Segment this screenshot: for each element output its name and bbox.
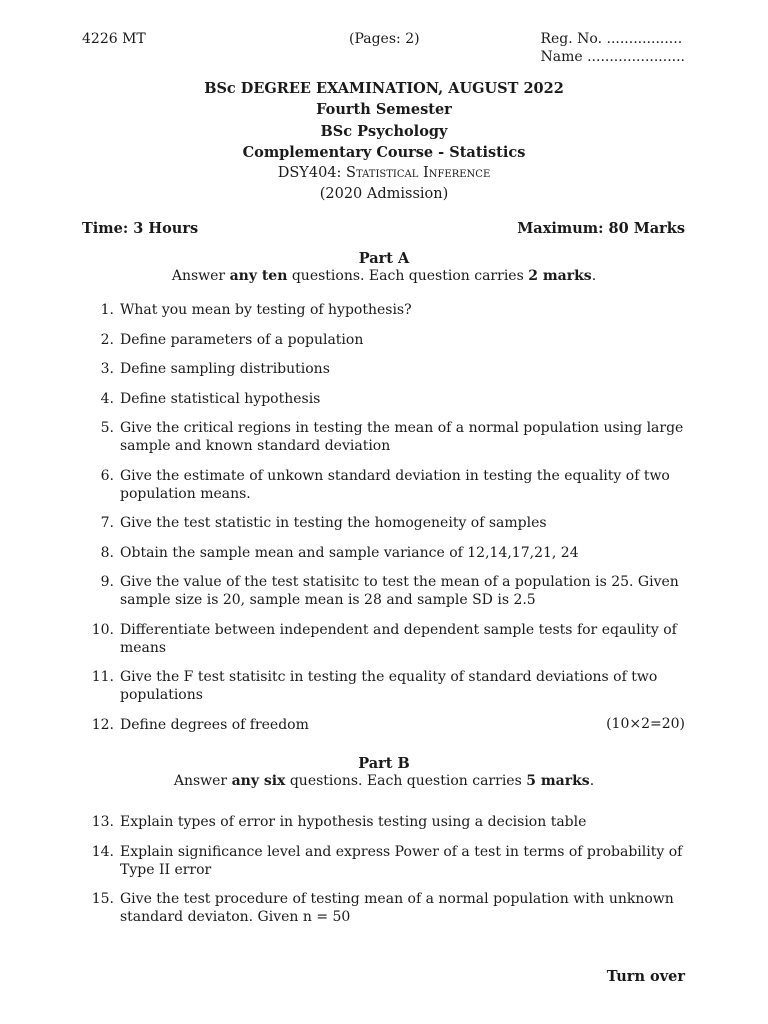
question-text: Give the value of the test statisitc to test the mean of a population is 25. Given sample size is 20, sample mean is 28 and sample SD is 2.5 — [120, 574, 679, 608]
course-title: Complementary Course - Statistics — [242, 143, 526, 161]
part-b-questions — [82, 813, 686, 938]
instr-text: . — [589, 773, 595, 789]
instr-emphasis: 2 marks — [528, 268, 592, 284]
page-count: (Pages: 2) — [349, 31, 420, 47]
part-a-title: Part A — [358, 250, 410, 267]
question-number: 9. — [100, 574, 114, 590]
paper-name: Statistical Inference — [346, 165, 491, 182]
question-item — [82, 467, 686, 503]
instr-text: . — [591, 268, 597, 284]
question-number: 8. — [100, 544, 114, 561]
instr-text: questions. Each question carries — [287, 268, 529, 284]
question-item — [82, 301, 686, 319]
question-item — [82, 890, 686, 926]
question-text: Define degrees of freedom — [120, 716, 309, 733]
question-number: 4. — [100, 390, 114, 407]
question-number: 14. — [91, 843, 114, 860]
question-item — [82, 813, 686, 831]
time-marks-row — [82, 220, 685, 237]
exam-titles — [0, 78, 768, 206]
question-text: Give the F test statisitc in testing the equality of standard deviations of two populations — [120, 669, 658, 703]
question-item — [82, 573, 686, 609]
name-field: Name ...................... — [540, 49, 685, 65]
paper-title — [0, 163, 768, 184]
exam-code: 4226 MT — [82, 31, 146, 47]
question-text: What you mean by testing of hypothesis? — [120, 302, 412, 318]
part-a-instructions — [0, 268, 768, 284]
reg-name-block — [540, 30, 685, 66]
question-text: Give the estimate of unkown standard deviation in testing the equality of two population means. — [120, 467, 670, 502]
turn-over-note: Turn over — [606, 968, 685, 985]
question-number: 7. — [100, 515, 114, 531]
question-number: 10. — [91, 621, 114, 638]
question-text: Explain types of error in hypothesis testing using a decision table — [120, 814, 587, 830]
part-b-title: Part B — [358, 755, 410, 772]
question-item — [82, 668, 686, 704]
maximum-marks: Maximum: 80 Marks — [517, 220, 685, 237]
question-item — [82, 716, 686, 734]
question-text: Give the test procedure of testing mean of a normal population with unknown standard deviaton. Given n = 50 — [120, 891, 674, 925]
reg-no-field: Reg. No. ................. — [540, 31, 683, 47]
question-text: Differentiate between independent and dependent sample tests for eqaulity of means — [120, 621, 677, 656]
instr-emphasis: 5 marks — [526, 773, 590, 789]
question-number: 1. — [100, 302, 114, 318]
question-item — [82, 419, 686, 455]
question-number: 12. — [91, 716, 114, 733]
question-text: Give the critical regions in testing the mean of a normal population using large sample and known standard deviation — [120, 420, 684, 454]
question-item — [82, 843, 686, 879]
semester-title: Fourth Semester — [316, 101, 452, 119]
paper-code: DSY404: — [277, 165, 347, 182]
instr-emphasis: any six — [231, 773, 286, 789]
question-number: 11. — [91, 669, 114, 685]
question-text: Obtain the sample mean and sample variance of 12,14,17,21, 24 — [120, 544, 579, 561]
question-number: 13. — [91, 814, 114, 830]
question-number: 6. — [100, 467, 114, 484]
question-text: Define parameters of a population — [120, 331, 364, 348]
exam-title: BSc DEGREE EXAMINATION, AUGUST 2022 — [204, 80, 564, 97]
question-text: Explain significance level and express Power of a test in terms of probability of Type II error — [120, 843, 683, 878]
question-number: 3. — [100, 361, 114, 377]
instr-text: Answer — [173, 773, 232, 789]
instr-text: questions. Each question carries — [285, 773, 527, 789]
question-text: Give the test statistic in testing the homogeneity of samples — [120, 515, 547, 531]
question-item — [82, 514, 686, 532]
question-number: 2. — [100, 331, 114, 348]
time-limit: Time: 3 Hours — [82, 220, 199, 237]
question-item — [82, 544, 686, 562]
admission-note: (2020 Admission) — [319, 186, 449, 203]
question-text: Define sampling distributions — [120, 361, 330, 377]
question-item — [82, 360, 686, 378]
instr-emphasis: any ten — [229, 268, 288, 284]
question-text: Define statistical hypothesis — [120, 390, 321, 407]
question-item — [82, 390, 686, 408]
part-b-instructions — [0, 773, 768, 789]
part-a-questions — [82, 301, 686, 745]
question-item — [82, 331, 686, 349]
question-number: 15. — [91, 891, 114, 907]
part-a-marks: (10×2=20) — [606, 716, 685, 732]
programme-title: BSc Psychology — [320, 122, 448, 140]
question-item — [82, 621, 686, 657]
question-number: 5. — [100, 420, 114, 436]
instr-text: Answer — [171, 268, 230, 284]
